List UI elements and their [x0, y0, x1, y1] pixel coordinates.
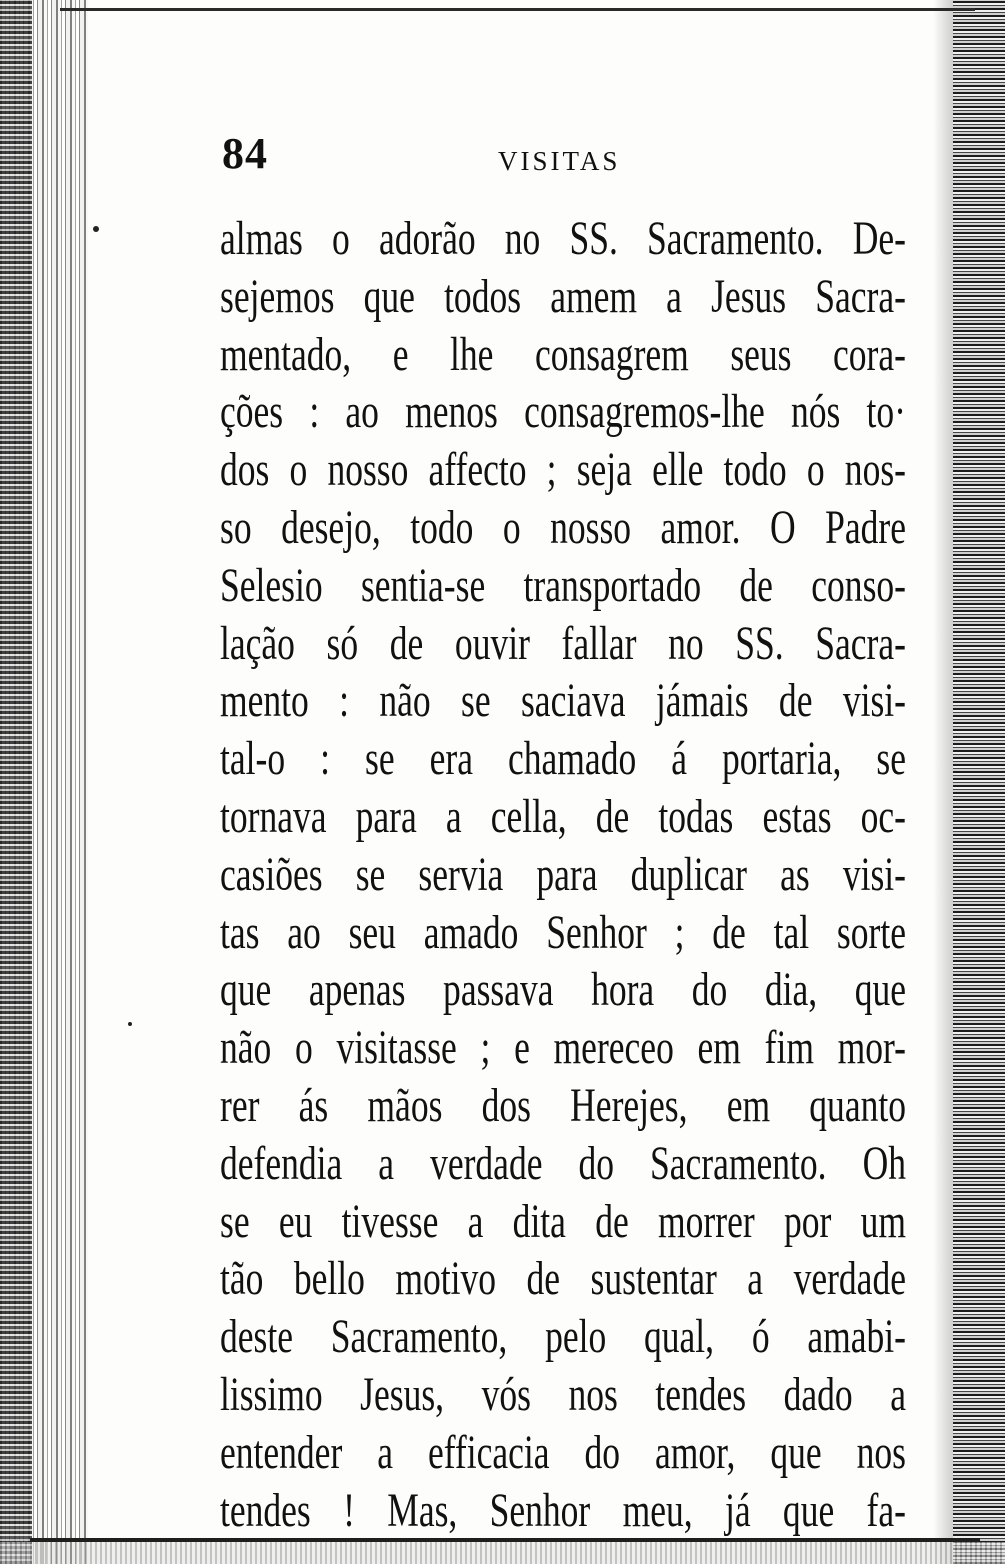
right-page-shadow	[933, 0, 953, 1564]
text-line: almas o adorão no SS. Sacramento. De-	[220, 212, 906, 265]
text-line: mento : não se saciava jámais de visi-	[220, 674, 906, 728]
text-line: tendes ! Mas, Senhor meu, já que fa-	[220, 1483, 906, 1537]
text-line: tão bello motivo de sustentar a verdade	[220, 1252, 906, 1306]
text-line: não o visitasse ; e mereceo em fim mor-	[220, 1021, 906, 1075]
bottom-page-edge	[0, 1542, 1005, 1564]
text-line: que apenas passava hora do dia, que	[220, 963, 906, 1017]
running-head: VISITAS	[498, 146, 621, 176]
ink-speck	[128, 1022, 132, 1026]
text-line: lissimo Jesus, vós nos tendes dado a	[220, 1367, 906, 1421]
text-line: dos o nosso affecto ; seja elle todo o nos-	[220, 443, 906, 497]
text-line: sejemos que todos amem a Jesus Sacra-	[220, 269, 906, 323]
text-line: entender a efficacia do amor, que nos	[220, 1425, 906, 1479]
top-border-line	[60, 8, 975, 11]
text-line: tas ao seu amado Senhor ; de tal sorte	[220, 905, 906, 959]
text-line: se eu tivesse a dita de morrer por um	[220, 1194, 906, 1248]
text-line: Selesio sentia-se transportado de conso-	[220, 558, 906, 612]
text-line: defendia a verdade do Sacramento. Oh	[220, 1136, 906, 1190]
text-line: lação só de ouvir fallar no SS. Sacra-	[220, 616, 906, 670]
text-line: so desejo, todo o nosso amor. O Padre	[220, 500, 906, 554]
text-line: ções : ao menos consagremos-lhe nós to·	[220, 385, 906, 439]
text-line: mentado, e lhe consagrem seus cora-	[220, 327, 906, 381]
page-number: 84	[222, 129, 268, 178]
right-page-edge	[953, 0, 1005, 1564]
ink-speck	[93, 226, 99, 232]
text-line: tal-o : se era chamado á portaria, se	[220, 732, 906, 786]
text-line: rer ás mãos dos Herejes, em quanto	[220, 1078, 906, 1132]
body-text	[220, 210, 906, 1539]
text-line: tornava para a cella, de todas estas oc-	[220, 789, 906, 843]
left-binding-shadow	[0, 0, 32, 1564]
text-line: deste Sacramento, pelo qual, ó amabi-	[220, 1310, 906, 1364]
text-line: casiões se servia para duplicar as visi-	[220, 847, 906, 901]
page-header	[222, 128, 902, 188]
